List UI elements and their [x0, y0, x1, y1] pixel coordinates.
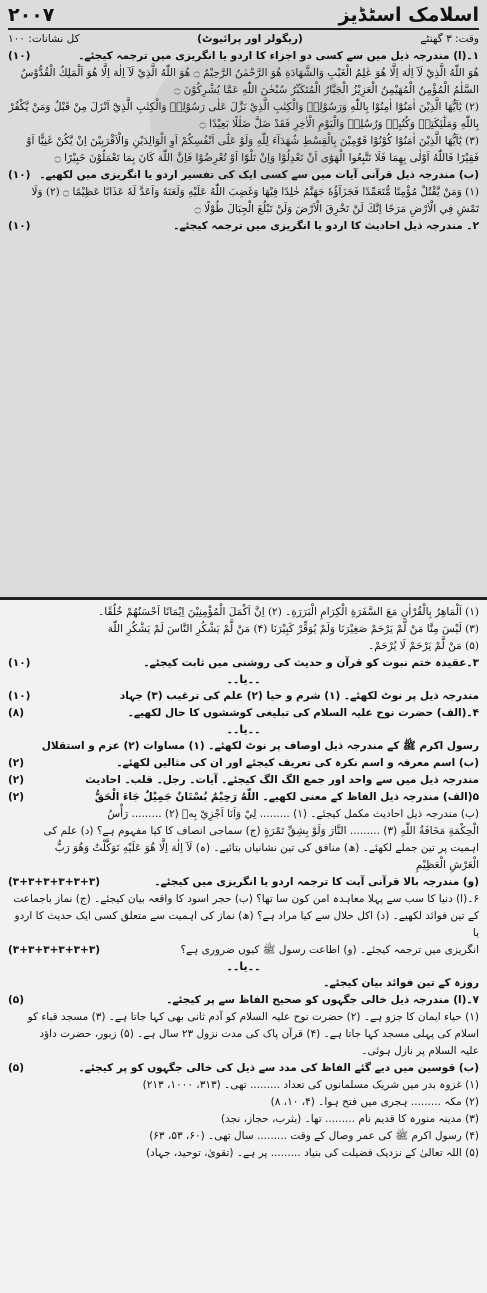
question-6: ۶۔(ا) دنیا کا سب سے پہلا معاہدہ امن کون سا تھا؟ (ب) حجر اسود کا واقعہ بیان کیجئے۔ (ج) نماز باجماعت — [13, 893, 479, 905]
subject-title: اسلامک اسٹڈیز — [338, 4, 479, 26]
or-separator: ۔۔یا۔۔ — [226, 960, 261, 973]
hadith-3: (۵) مَنْ لَّمْ يَرْحَمْ لَا يُرْحَمْ۔ — [368, 640, 479, 652]
fill-blank-2: (۲) مکہ ......... ہجری میں فتح ہوا۔ (۴، ۱۰، ۸) — [270, 1096, 479, 1108]
watermark-logo — [150, 60, 350, 180]
ayah-4: (۱) وَمَنْ يَّقْتُلْ مُؤْمِنًا مُّتَعَمِّدًا فَجَزَآؤُهٗ جَهَنَّمُ خٰلِدًا فِيْهَا وَغَضِبَ اللّٰهُ عَلَيْهِ وَلَعَنَهٗ وَاَعَدَّ لَهٗ عَذَابًا عَظِيْمًا ۝ (۲) وَلَا تَمْشِ فِي الْاَرْضِ مَرَحًا اِنَّكَ لَنْ تَخْرِقَ الْاَرْضَ وَلَنْ تَبْلُغَ الْجِبَالَ طُوْلًا ۝ — [31, 186, 479, 215]
fill-blank-4: (۴) رسول اکرم ﷺ کی عمر وصال کے وقت ......... سال تھی۔ (۶۰، ۵۳، ۶۳) — [149, 1130, 479, 1142]
exam-header — [8, 4, 479, 30]
question-4-alt: رسول اکرم ﷺ کے مندرجہ ذیل اوصاف پر نوٹ لکھئے۔ (۱) مساوات (۲) عزم و استقلال — [41, 740, 479, 752]
question-2: (۱۰) ۲۔ مندرجہ ذیل احادیث کا اردو یا انگریزی میں ترجمہ کیجئے۔ — [8, 220, 479, 232]
total-marks: کل نشانات: ۱۰۰ — [8, 33, 80, 45]
question-5c: (۳+۳+۳+۳+۳+۳) (و) مندرجہ بالا قرآنی آیت کا ترجمہ اردو یا انگریزی میں کیجئے۔ — [8, 876, 479, 888]
hadith-1: (۱) اَلْمَاهِرُ بِالْقُرْاٰنِ مَعَ السَّفَرَةِ الْكِرَامِ الْبَرَرَةِ۔ (۲) اِنَّ اَكْمَلَ الْمُؤْمِنِيْنَ اِيْمَانًا اَحْسَنُهُمْ خُلُقًا۔ — [98, 606, 479, 618]
or-separator: ۔۔یا۔۔ — [226, 723, 261, 736]
fill-blank-3: (۳) مدینہ منورہ کا قدیم نام ......... تھا۔ (یثرب، حجاز، نجد) — [221, 1113, 479, 1125]
ayah-2: (۲) يٰٓاَيُّهَا الَّذِيْنَ اٰمَنُوْٓا اٰمِنُوْا بِاللّٰهِ وَرَسُوْلِهٖ وَالْكِتٰبِ الَّذِيْ نَزَّلَ عَلٰى رَسُوْلِهٖ وَالْكِتٰبِ الَّذِيْٓ اَنْزَلَ مِنْ قَبْلُ وَمَنْ يَّكْفُرْ بِاللّٰهِ وَمَلٰٓئِكَتِهٖ وَكُتُبِهٖ وَرُسُلِهٖ وَالْيَوْمِ الْاٰخِرِ فَقَدْ ضَلَّ ضَلٰلًا بَعِيْدًا ۝ — [8, 101, 479, 130]
question-1a: (۱۰) ۱۔(ا) مندرجہ ذیل میں سے کسی دو اجزاء کا اردو یا انگریزی میں ترجمہ کیجئے۔ — [8, 50, 479, 62]
question-7b: (۵) (ب) قوسین میں دیے گئے الفاظ کی مدد سے ذیل کی خالی جگہوں کو پر کیجئے۔ — [8, 1062, 479, 1074]
question-4a: (۸) ۴۔(الف) حضرت نوح علیہ السلام کی تبلیغی کوششوں کا حال لکھیے۔ — [8, 707, 479, 719]
question-6-cont: (۳+۳+۳+۳+۳+۳) انگریزی میں ترجمہ کیجئے۔ (و) اطاعت رسول ﷺ کیوں ضروری ہے؟ — [8, 944, 479, 956]
exam-meta — [8, 33, 479, 45]
exam-top-half — [0, 0, 487, 598]
exam-type: (ریگولر اور پرائیوٹ) — [197, 33, 303, 45]
question-3: (۱۰) ۳۔عقیدہ ختم نبوت کو قرآن و حدیث کی روشنی میں ثابت کیجئے۔ — [8, 657, 479, 669]
question-7a-items: علیہ السلام پر نازل ہوئی۔ — [361, 1045, 479, 1057]
question-7a: (۵) ۷۔(ا) مندرجہ ذیل خالی جگہوں کو صحیح الفاظ سے پر کیجئے۔ — [8, 994, 479, 1006]
question-6-alt: روزہ کے تین فوائد بیان کیجئے۔ — [323, 977, 479, 989]
question-5b-cont: الْعَرْشِ الْعَظِيْمِ — [415, 859, 479, 871]
question-7a-items: (۱) حیاء ایمان کا جزو ہے۔ (۲) حضرت نوح علیہ السلام کو آدم ثانی بھی کہا جاتا ہے۔ (۳) مسجد قباء کو — [27, 1011, 479, 1023]
fill-blank-1: (۱) غزوہ بدر میں شریک مسلمانوں کی تعداد ......... تھی۔ (۳۱۳، ۱۰۰۰، ۲۱۳) — [142, 1079, 479, 1091]
question-4c: (۲) مندرجہ ذیل میں سے واحد اور جمع الگ الگ کیجئے۔ آیات۔ رجل۔ قلب۔ احادیث — [8, 774, 479, 786]
exam-bottom-half — [0, 600, 487, 1293]
or-separator: ۔۔یا۔۔ — [226, 673, 261, 686]
time-allowed: وقت: ۳ گھنٹے — [420, 33, 479, 45]
question-1b: (۱۰) (ب) مندرجہ ذیل قرآنی آیات میں سے کسی ایک کی تفسیر اردو یا انگریزی میں لکھیے۔ — [8, 169, 479, 181]
exam-year: ۲۰۰۷ — [8, 4, 55, 26]
hadith-2: (۳) لَيْسَ مِنَّا مَنْ لَّمْ يَرْحَمْ صَغِيْرَنَا وَلَمْ يُوَقِّرْ كَبِيْرَنَا (۴) مَنْ لَّمْ يَشْكُرِ النَّاسَ لَمْ يَشْكُرِ اللّٰهَ — [107, 623, 479, 635]
ayah-1: هُوَ اللّٰهُ الَّذِيْ لَآ اِلٰهَ اِلَّا هُوَ عٰلِمُ الْغَيْبِ وَالشَّهَادَةِ هُوَ الرَّحْمٰنُ الرَّحِيْمُ ۝ هُوَ اللّٰهُ الَّذِيْ لَآ اِلٰهَ اِلَّا هُوَ اَلْمَلِكُ الْقُدُّوْسُ السَّلٰمُ الْمُؤْمِنُ الْمُهَيْمِنُ الْعَزِيْزُ الْجَبَّارُ الْمُتَكَبِّرُ سُبْحٰنَ اللّٰهِ عَمَّا يُشْرِكُوْنَ ۝ — [20, 67, 479, 96]
question-7a-items: اسلام کی پہلی مسجد کہا جاتا ہے۔ (۴) قرآن پاک کی مدت نزول ۲۳ سال ہے۔ (۵) زبور، حضرت داؤد — [39, 1028, 479, 1040]
ayah-3: (۳) يٰٓاَيُّهَا الَّذِيْنَ اٰمَنُوْا كُوْنُوْا قَوّٰمِيْنَ بِالْقِسْطِ شُهَدَآءَ لِلّٰهِ وَلَوْ عَلٰٓى اَنْفُسِكُمْ اَوِ الْوَالِدَيْنِ وَالْاَقْرَبِيْنَ اِنْ يَّكُنْ غَنِيًّا اَوْ فَقِيْرًا فَاللّٰهُ اَوْلٰى بِهِمَا فَلَا تَتَّبِعُوا الْهَوٰٓى اَنْ تَعْدِلُوْا وَاِنْ تَلْوٗٓا اَوْ تُعْرِضُوْا فَاِنَّ اللّٰهَ كَانَ بِمَا تَعْمَلُوْنَ خَبِيْرًا ۝ — [26, 135, 479, 164]
question-5a: (۲) ۵(الف) مندرجہ ذیل الفاظ کے معنی لکھیے۔ اللّٰهُ رَحِيْمٌ بُسْتَانٌ جَمِيْلٌ جَاءَ الْحَقُّ — [8, 791, 479, 803]
question-5b-cont: الْحِكْمَةِ مَخَافَةُ اللّٰهِ (۳) ......... النَّارَ وَلَوْ بِشِقِّ تَمْرَةٍ (ج) سماجی انصاف کا کیا مفہوم ہے؟ (د) علم کی — [43, 825, 479, 837]
question-5b-cont: اہمیت پر تین جملے لکھئے۔ (ھ) منافق کی تین نشانیاں بتائیے۔ (ہ) لَآ اِلٰهَ اِلَّا هُوَ عَلَيْهِ تَوَكَّلْتُ وَهُوَ رَبُّ — [54, 842, 479, 854]
question-6-cont: کے تین فوائد لکھیے۔ (د) اکل حلال سے کیا مراد ہے؟ (ھ) نماز کی اہمیت سے متعلق کسی ایک حدیث کا اردو یا — [14, 910, 479, 939]
question-3-alt: (۱۰) مندرجہ ذیل پر نوٹ لکھئے۔ (۱) شرم و حیا (۲) علم کی ترغیب (۳) جہاد — [8, 690, 479, 702]
fill-blank-5: (۵) اللہ تعالیٰ کے نزدیک فضیلت کی بنیاد ......... پر ہے۔ (تقویٰ، توحید، جہاد) — [145, 1147, 479, 1159]
question-5b: (ب) مندرجہ ذیل احادیث مکمل کیجئے۔ (۱) ......... لِيْ وَاَنَا اَجْزِيْ بِهٖ (۲) ......... رَأْسُ — [107, 808, 479, 820]
question-4b: (۲) (ب) اسم معرفہ و اسم نکرہ کی تعریف کیجئے اور ان کی مثالیں لکھئے۔ — [8, 757, 479, 769]
